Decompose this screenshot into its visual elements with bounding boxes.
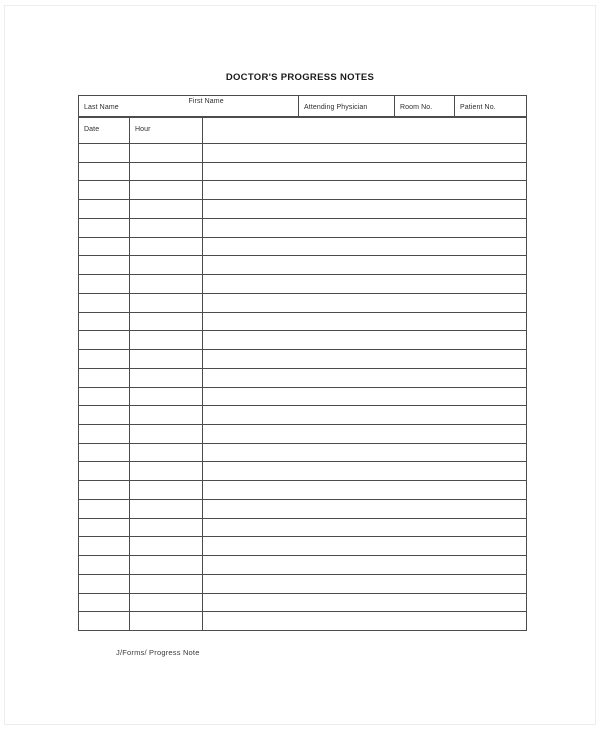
table-row (79, 181, 526, 200)
note-cell (203, 313, 526, 331)
table-row (79, 331, 526, 350)
progress-notes-table (78, 117, 527, 631)
date-cell (79, 406, 130, 424)
table-header-row (79, 118, 526, 144)
note-cell (203, 200, 526, 218)
hour-cell (130, 612, 203, 630)
note-cell (203, 238, 526, 256)
note-cell (203, 369, 526, 387)
date-cell (79, 575, 130, 593)
hour-cell (130, 256, 203, 274)
note-cell (203, 294, 526, 312)
note-cell (203, 256, 526, 274)
table-row (79, 406, 526, 425)
notes-table-body (79, 144, 526, 630)
attending-physician-field-cell (299, 96, 395, 116)
table-row (79, 388, 526, 407)
notes-column-label (203, 129, 208, 131)
date-cell (79, 331, 130, 349)
hour-cell (130, 556, 203, 574)
hour-cell (130, 331, 203, 349)
hour-cell (130, 537, 203, 555)
date-cell (79, 481, 130, 499)
date-cell (79, 556, 130, 574)
date-cell (79, 144, 130, 162)
date-cell (79, 313, 130, 331)
table-row (79, 294, 526, 313)
hour-cell (130, 388, 203, 406)
note-cell (203, 163, 526, 181)
table-row (79, 519, 526, 538)
hour-cell (130, 462, 203, 480)
patient-info-header (78, 95, 527, 117)
hour-cell (130, 219, 203, 237)
note-cell (203, 181, 526, 199)
hour-cell (130, 500, 203, 518)
date-cell (79, 200, 130, 218)
hour-column-label: Hour (135, 126, 151, 133)
table-row (79, 594, 526, 613)
table-row (79, 369, 526, 388)
hour-cell (130, 181, 203, 199)
note-cell (203, 350, 526, 368)
date-cell (79, 388, 130, 406)
table-row (79, 163, 526, 182)
table-row (79, 444, 526, 463)
first-name-label: First Name (188, 98, 224, 105)
hour-cell (130, 481, 203, 499)
date-cell (79, 350, 130, 368)
room-no-label: Room No. (400, 104, 433, 111)
note-cell (203, 556, 526, 574)
note-cell (203, 594, 526, 612)
table-row (79, 219, 526, 238)
last-name-label: Last Name (84, 104, 119, 111)
table-row (79, 556, 526, 575)
patient-no-label: Patient No. (460, 104, 496, 111)
hour-cell (130, 406, 203, 424)
date-cell (79, 181, 130, 199)
hour-cell (130, 594, 203, 612)
hour-cell (130, 425, 203, 443)
date-cell (79, 275, 130, 293)
hour-cell (130, 200, 203, 218)
note-cell (203, 219, 526, 237)
date-cell (79, 219, 130, 237)
table-row (79, 313, 526, 332)
date-column-label: Date (84, 126, 100, 133)
hour-cell (130, 444, 203, 462)
table-row (79, 500, 526, 519)
table-row (79, 144, 526, 163)
table-row (79, 537, 526, 556)
date-column-header (79, 118, 130, 143)
hour-cell (130, 275, 203, 293)
hour-cell (130, 163, 203, 181)
date-cell (79, 369, 130, 387)
date-cell (79, 462, 130, 480)
date-cell (79, 256, 130, 274)
date-cell (79, 294, 130, 312)
note-cell (203, 612, 526, 630)
note-cell (203, 444, 526, 462)
date-cell (79, 163, 130, 181)
date-cell (79, 238, 130, 256)
hour-cell (130, 294, 203, 312)
note-cell (203, 406, 526, 424)
room-no-field-cell (395, 96, 455, 116)
table-row (79, 200, 526, 219)
note-cell (203, 481, 526, 499)
note-cell (203, 275, 526, 293)
table-row (79, 481, 526, 500)
date-cell (79, 612, 130, 630)
date-cell (79, 519, 130, 537)
note-cell (203, 144, 526, 162)
notes-column-header (203, 118, 526, 143)
date-cell (79, 444, 130, 462)
name-field-cell (79, 96, 299, 116)
hour-cell (130, 313, 203, 331)
table-row (79, 575, 526, 594)
table-row (79, 612, 526, 630)
date-cell (79, 500, 130, 518)
note-cell (203, 331, 526, 349)
note-cell (203, 575, 526, 593)
note-cell (203, 500, 526, 518)
date-cell (79, 425, 130, 443)
note-cell (203, 425, 526, 443)
note-cell (203, 388, 526, 406)
form-footer-text: J/Forms/ Progress Note (116, 648, 200, 657)
table-row (79, 350, 526, 369)
patient-no-field-cell (455, 96, 526, 116)
hour-column-header (130, 118, 203, 143)
date-cell (79, 594, 130, 612)
attending-physician-label: Attending Physician (304, 104, 368, 111)
table-row (79, 238, 526, 257)
hour-cell (130, 350, 203, 368)
hour-cell (130, 575, 203, 593)
note-cell (203, 462, 526, 480)
hour-cell (130, 369, 203, 387)
hour-cell (130, 238, 203, 256)
table-row (79, 256, 526, 275)
table-row (79, 462, 526, 481)
hour-cell (130, 519, 203, 537)
table-row (79, 425, 526, 444)
note-cell (203, 519, 526, 537)
note-cell (203, 537, 526, 555)
document-title: DOCTOR'S PROGRESS NOTES (225, 72, 375, 83)
date-cell (79, 537, 130, 555)
table-row (79, 275, 526, 294)
hour-cell (130, 144, 203, 162)
